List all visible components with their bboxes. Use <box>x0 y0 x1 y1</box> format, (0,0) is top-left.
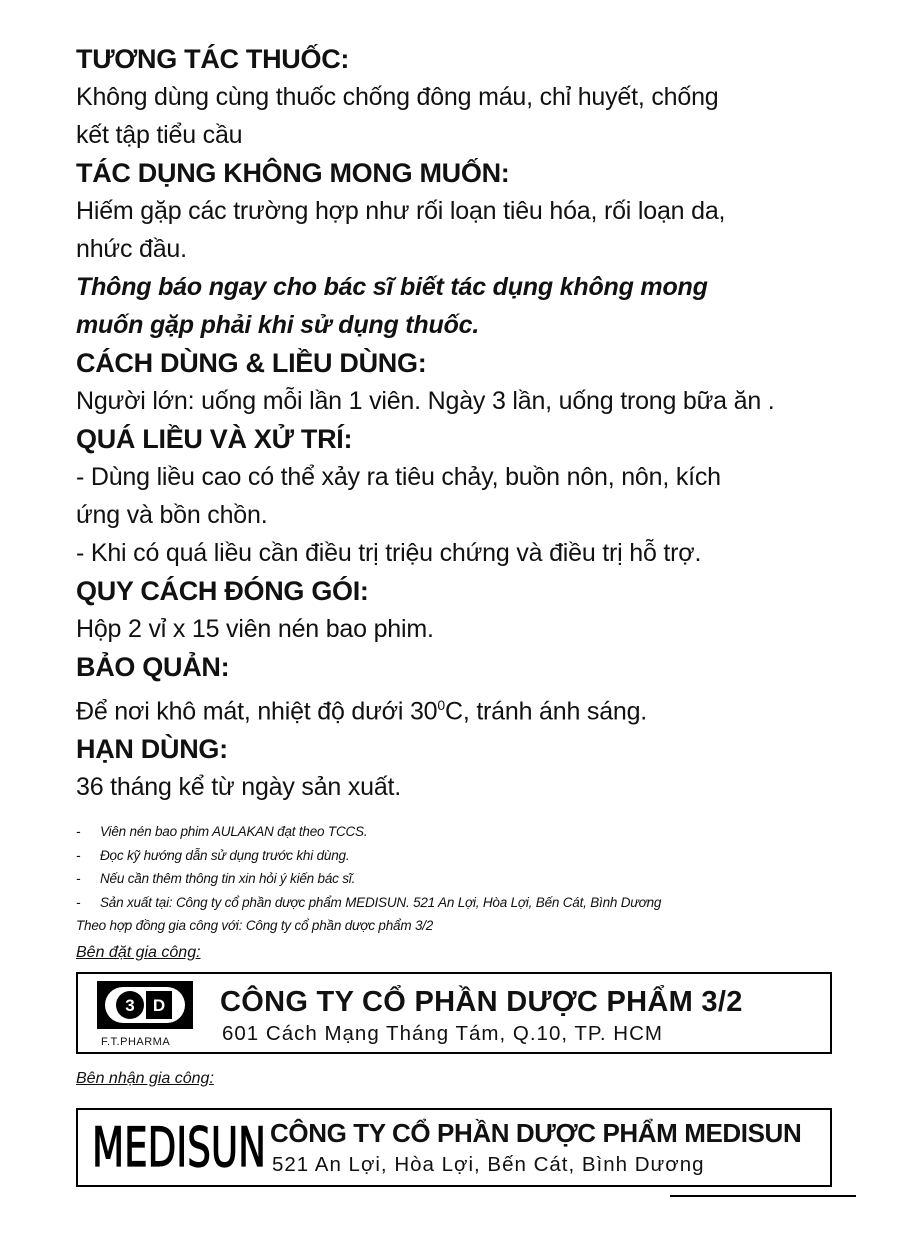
interaction-text-1: Không dùng cùng thuốc chống đông máu, chỉ huyết, chống <box>76 83 719 111</box>
dosage-text: Người lớn: uống mỗi lần 1 viên. Ngày 3 lần, uống trong bữa ăn . <box>76 387 775 415</box>
svg-text:3: 3 <box>125 995 135 1015</box>
note-item <box>76 820 836 844</box>
note-item <box>76 867 836 891</box>
contract-note: Theo hợp đồng gia công với: Công ty cổ phần dược phẩm 3/2 <box>76 918 434 934</box>
notes-list <box>76 820 836 938</box>
ft-pharma-logo-icon <box>96 980 194 1030</box>
storage-text-after: C, tránh ánh sáng. <box>444 697 648 726</box>
interaction-heading: TƯƠNG TÁC THUỐC: <box>76 44 350 74</box>
interaction-text-2: kết tập tiểu cầu <box>76 121 243 149</box>
note-dash: - <box>76 824 81 840</box>
storage-text-before: Để nơi khô mát, nhiệt độ dưới 30 <box>76 697 438 726</box>
orderer-label: Bên đặt gia công: <box>76 943 201 961</box>
storage-heading: BẢO QUẢN: <box>76 652 230 682</box>
orderer-company-box <box>76 972 832 1054</box>
orderer-address: 601 Cách Mạng Tháng Tám, Q.10, TP. HCM <box>222 1021 663 1045</box>
leaflet-body <box>76 40 836 1187</box>
note-text: Sản xuất tại: Công ty cổ phần dược phẩm MEDISUN. 521 An Lợi, Hòa Lợi, Bến Cát, Bình Dương <box>100 894 662 910</box>
shelf-life-heading: HẠN DÙNG: <box>76 734 228 765</box>
svg-text:MEDISUN: MEDISUN <box>92 1115 266 1179</box>
note-item <box>76 891 836 915</box>
side-effects-text-1: Hiếm gặp các trường hợp như rối loạn tiêu hóa, rối loạn da, <box>76 197 726 225</box>
ft-pharma-caption: F.T.PHARMA <box>101 1035 171 1048</box>
medisun-logo-icon <box>90 1115 270 1179</box>
shelf-life-text: 36 tháng kể từ ngày sản xuất. <box>76 773 402 802</box>
orderer-company-name: CÔNG TY CỔ PHẦN DƯỢC PHẨM 3/2 <box>220 985 743 1018</box>
receiver-company-name: CÔNG TY CỔ PHẦN DƯỢC PHẨM MEDISUN <box>270 1117 802 1148</box>
overdose-heading: QUÁ LIỀU VÀ XỬ TRÍ: <box>76 424 353 454</box>
note-dash: - <box>76 894 81 910</box>
warning-text-2: muốn gặp phải khi sử dụng thuốc. <box>76 311 480 339</box>
receiver-address: 521 An Lợi, Hòa Lợi, Bến Cát, Bình Dương <box>272 1152 705 1176</box>
bottom-rule <box>670 1195 856 1197</box>
overdose-text-3: - Khi có quá liều cần điều trị triệu chứng và điều trị hỗ trợ. <box>76 539 702 567</box>
note-dash: - <box>76 847 81 863</box>
warning-text-1: Thông báo ngay cho bác sĩ biết tác dụng không mong <box>76 273 708 301</box>
note-text: Viên nén bao phim AULAKAN đạt theo TCCS. <box>100 824 368 840</box>
overdose-text-1: - Dùng liều cao có thể xảy ra tiêu chảy, buồn nôn, nôn, kích <box>76 463 721 491</box>
note-item <box>76 844 836 868</box>
receiver-company-box <box>76 1108 832 1187</box>
receiver-label: Bên nhận gia công: <box>76 1069 214 1087</box>
dosage-heading: CÁCH DÙNG & LIỀU DÙNG: <box>76 348 427 378</box>
note-dash: - <box>76 871 81 887</box>
storage-text <box>76 686 836 730</box>
packaging-heading: QUY CÁCH ĐÓNG GÓI: <box>76 576 369 606</box>
note-text: Đọc kỹ hướng dẫn sử dụng trước khi dùng. <box>100 847 350 863</box>
note-text: Nếu cần thêm thông tin xin hỏi ý kiến bác sĩ. <box>100 871 356 887</box>
packaging-text: Hộp 2 vỉ x 15 viên nén bao phim. <box>76 615 434 643</box>
overdose-text-2: ứng và bồn chồn. <box>76 501 268 529</box>
side-effects-heading: TÁC DỤNG KHÔNG MONG MUỐN: <box>76 158 510 188</box>
degree-symbol: 0 <box>437 697 445 713</box>
side-effects-text-2: nhức đầu. <box>76 235 187 263</box>
svg-text:D: D <box>152 995 166 1015</box>
